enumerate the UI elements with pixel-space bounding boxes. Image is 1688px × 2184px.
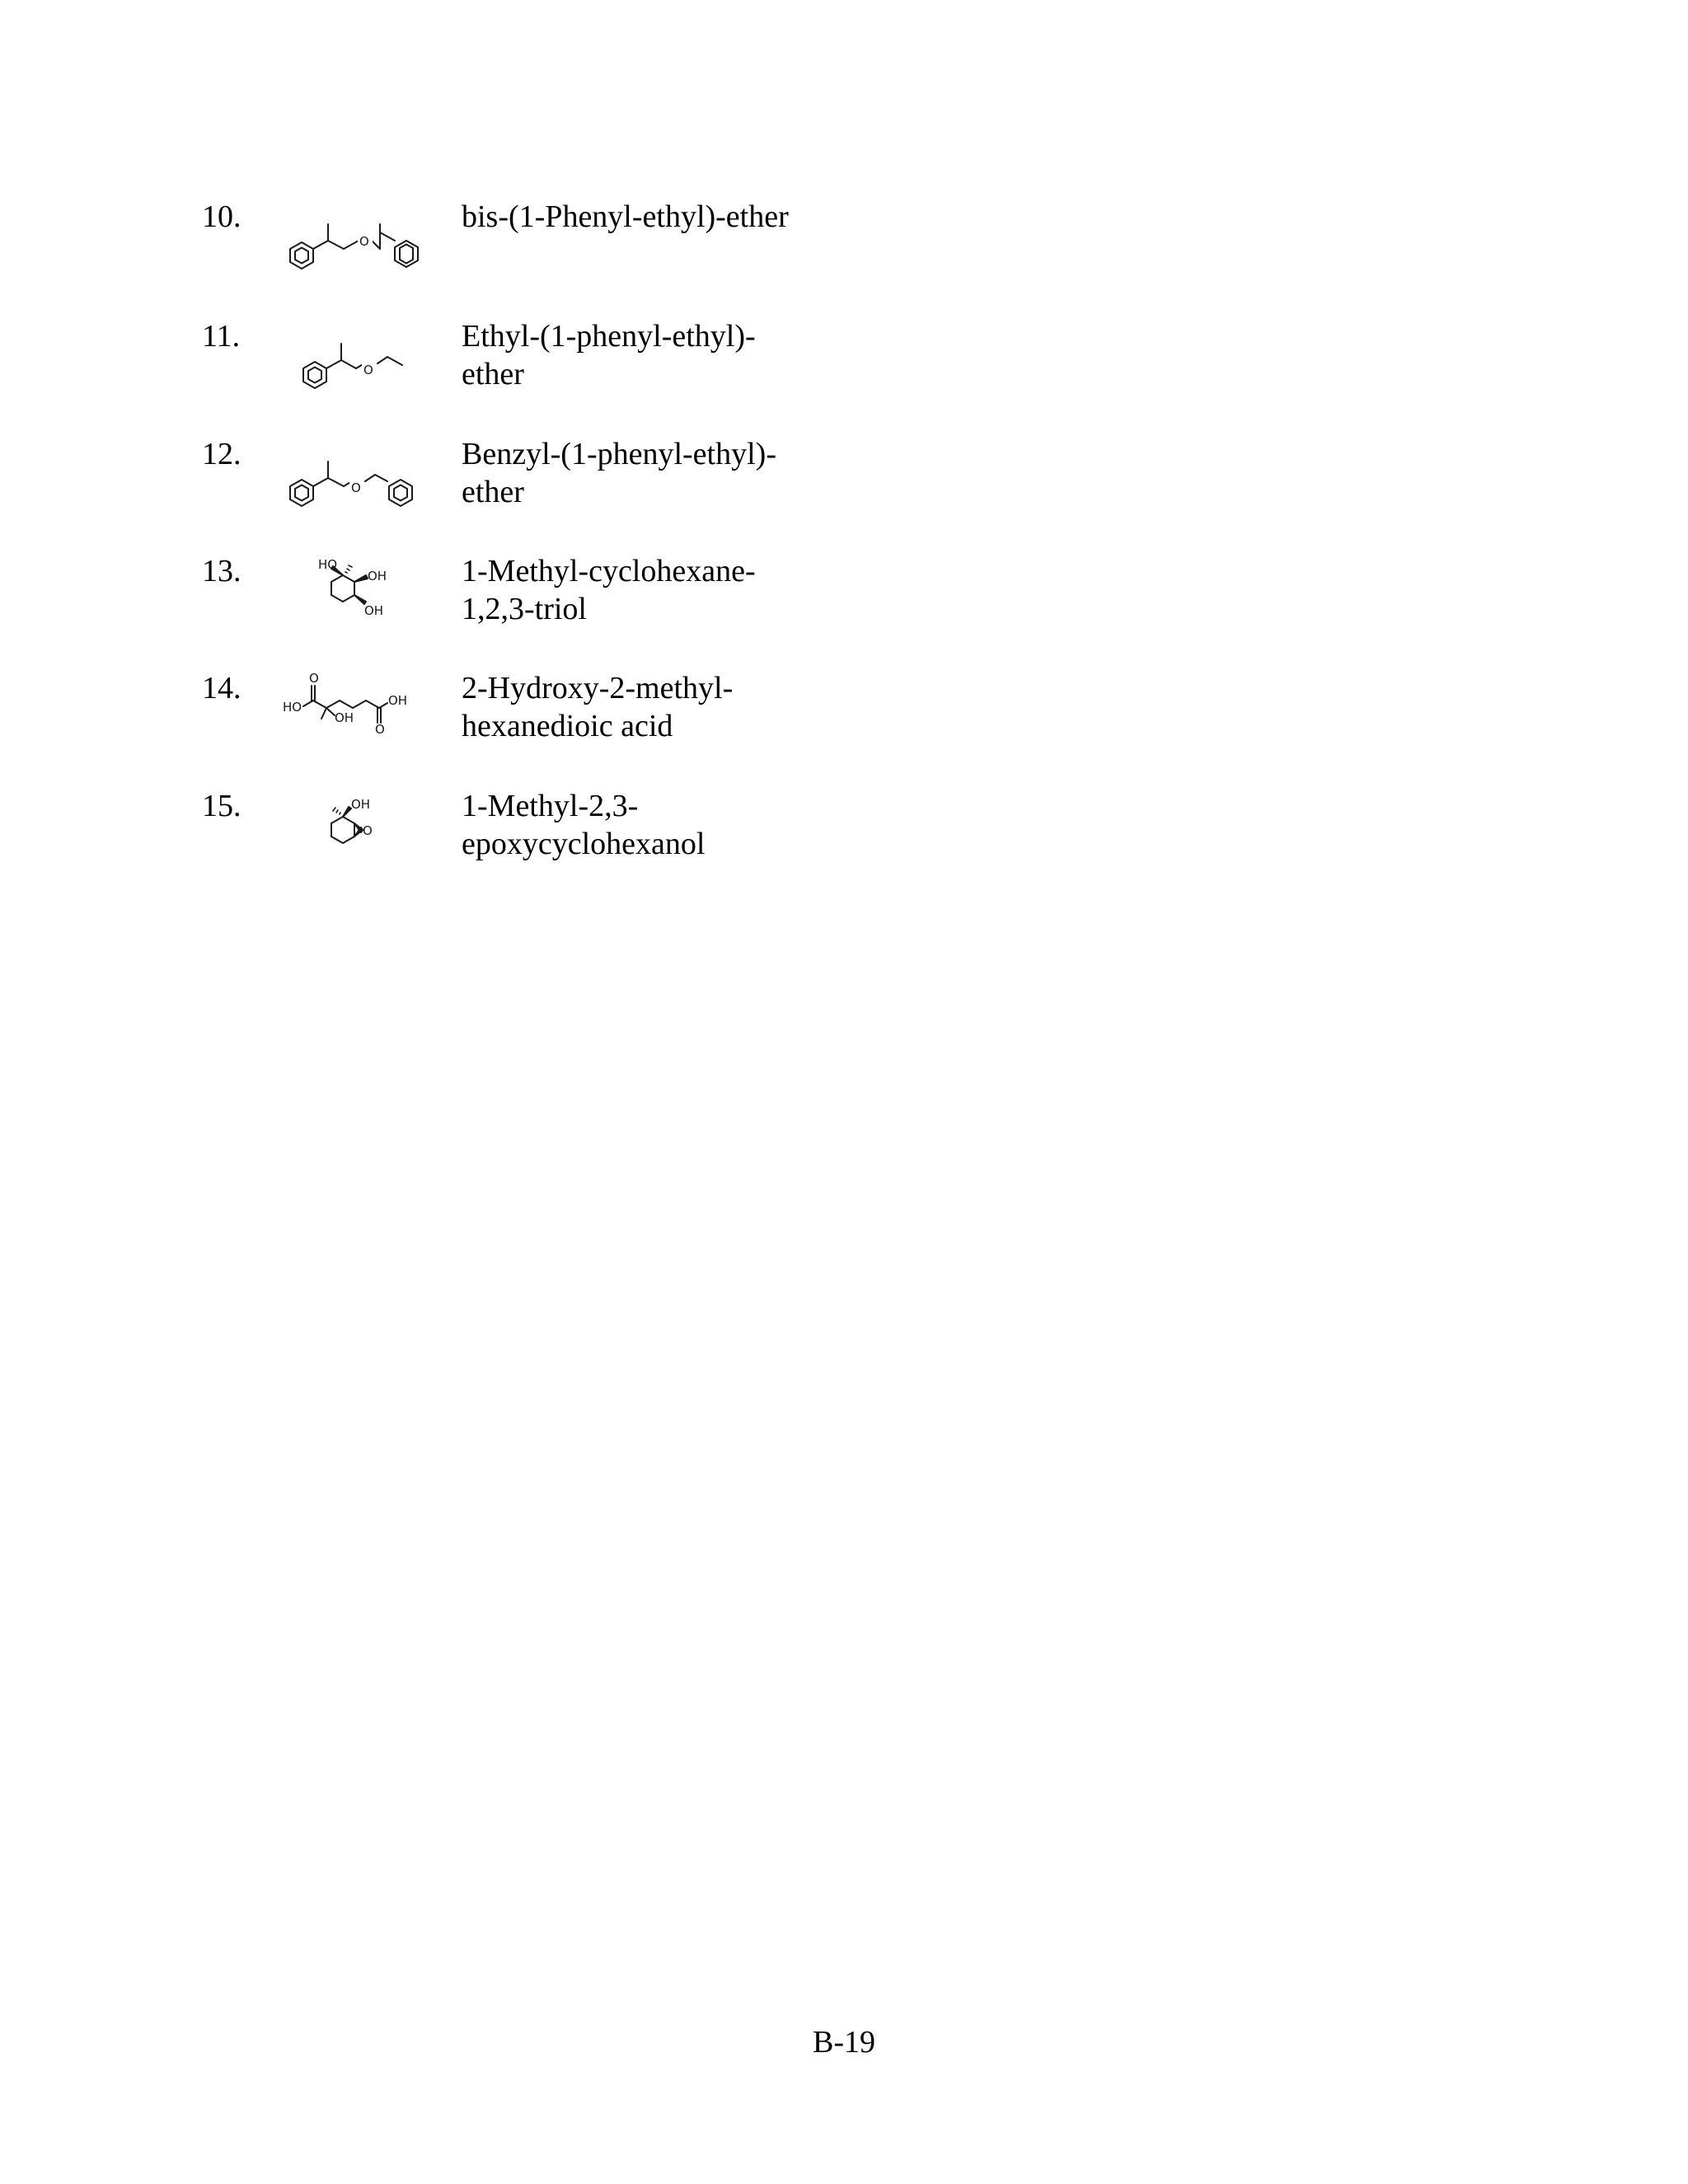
compound-entry-15	[0, 787, 907, 902]
page-number: B-19	[813, 2025, 875, 2060]
compound-number: 11.	[202, 319, 241, 354]
compound-name-line: Benzyl-(1-phenyl-ethyl)-	[462, 437, 776, 471]
compound-entry-13	[0, 552, 907, 668]
compound-name	[462, 669, 890, 745]
compound-name	[462, 317, 890, 393]
compound-name-line: 1-Methyl-cyclohexane-	[462, 554, 756, 588]
compound-name	[462, 552, 890, 628]
atom-label: O	[359, 234, 369, 249]
structure-methyl-epoxycyclohexanol	[272, 782, 453, 873]
compound-name-line: ether	[462, 475, 524, 509]
structure-benzyl-phenylethyl-ether	[272, 430, 453, 521]
compound-number: 10.	[202, 199, 241, 234]
compound-entry-10	[0, 198, 907, 313]
atom-label: HO	[283, 700, 302, 715]
compound-number: 14.	[202, 671, 241, 705]
atom-label: O	[375, 722, 385, 737]
compound-name-line: hexanedioic acid	[462, 709, 673, 743]
atom-label: OH	[364, 603, 384, 618]
atom-label: OH	[335, 710, 354, 725]
compound-entry-11	[0, 317, 907, 433]
atom-label: O	[363, 363, 373, 377]
compound-name-line: 1-Methyl-2,3-	[462, 789, 639, 823]
compound-name-line: bis-(1-Phenyl-ethyl)-ether	[462, 199, 789, 234]
atom-label: HO	[318, 557, 338, 572]
atom-label: O	[363, 823, 373, 838]
compound-name-line: 2-Hydroxy-2-methyl-	[462, 671, 734, 705]
atom-label: OH	[368, 569, 387, 583]
compound-number: 12.	[202, 437, 241, 471]
compound-entry-14	[0, 669, 907, 785]
structure-bis-phenylethyl-ether	[272, 193, 453, 284]
compound-number: 15.	[202, 789, 241, 823]
atom-label: OH	[388, 693, 408, 708]
compound-name-line: Ethyl-(1-phenyl-ethyl)-	[462, 319, 756, 354]
compound-name	[462, 787, 890, 863]
compound-entry-12	[0, 435, 907, 551]
structure-methylcyclohexanetriol	[272, 547, 453, 638]
compound-name	[462, 435, 890, 511]
compound-name-line: 1,2,3-triol	[462, 592, 587, 626]
atom-label: O	[309, 671, 319, 686]
compound-name-line: epoxycyclohexanol	[462, 827, 706, 861]
compound-name-line: ether	[462, 357, 524, 391]
compound-number: 13.	[202, 554, 241, 588]
atom-label: O	[351, 480, 361, 495]
structure-hydroxymethylhexanedioic-acid	[272, 664, 453, 755]
atom-label: OH	[351, 797, 371, 812]
structure-ethyl-phenylethyl-ether	[272, 312, 453, 403]
compound-name	[462, 198, 890, 236]
